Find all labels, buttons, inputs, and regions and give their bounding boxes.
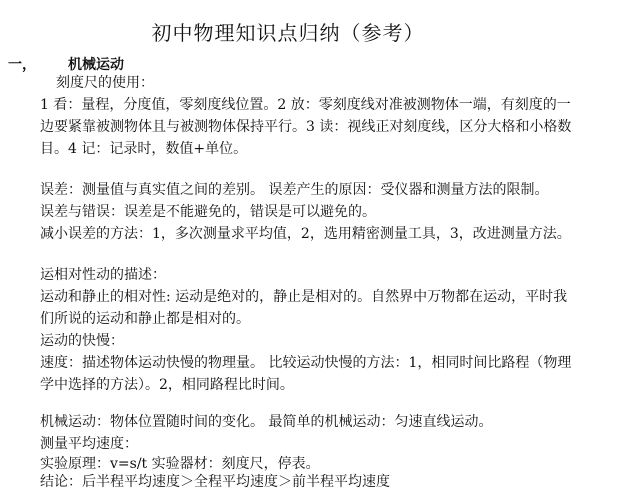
section-number: 一， <box>8 57 36 73</box>
page-title: 初中物理知识点归纳（参考） <box>151 21 425 45</box>
text-line: 误差与错误：误差是不能避免的，错误是可以避免的。 <box>40 204 376 220</box>
text-line: 测量平均速度： <box>40 436 138 452</box>
text-line: 1 看：量程，分度值，零刻度线位置。2 放：零刻度线对准被测物体一端，有刻度的一 <box>40 97 571 113</box>
text-line: 学中选择的方法）。2，相同路程比时间。 <box>40 377 294 393</box>
text-line: 速度：描述物体运动快慢的物理量。 比较运动快慢的方法：1，相同时间比路程（物理 <box>40 355 572 371</box>
section-title: 机械运动 <box>68 57 124 73</box>
text-line: 边要紧靠被测物体且与被测物体保持平行。3 读：视线正对刻度线，区分大格和小格数 <box>40 119 572 135</box>
text-line: 目。4 记：记录时，数值+单位。 <box>40 141 248 157</box>
text-line: 误差：测量值与真实值之间的差别。 误差产生的原因：受仪器和测量方法的限制。 <box>40 182 549 198</box>
text-line: 结论：后半程平均速度＞全程平均速度＞前半程平均速度 <box>40 474 390 490</box>
text-line: 刻度尺的使用： <box>56 75 154 91</box>
text-line: 运动的快慢： <box>40 333 124 349</box>
text-line: 运相对性动的描述： <box>40 267 166 283</box>
text-line: 们所说的运动和静止都是相对的。 <box>40 311 250 327</box>
text-line: 机械运动：物体位置随时间的变化。 最简单的机械运动：匀速直线运动。 <box>40 414 493 430</box>
text-line: 运动和静止的相对性: 运动是绝对的，静止是相对的。自然界中万物都在运动，平时我 <box>40 289 568 305</box>
text-line: 实验原理：v=s/t 实验器材：刻度尺，停表。 <box>40 456 320 472</box>
text-line: 减小误差的方法：1，多次测量求平均值，2，选用精密测量工具，3，改进测量方法。 <box>40 226 571 242</box>
